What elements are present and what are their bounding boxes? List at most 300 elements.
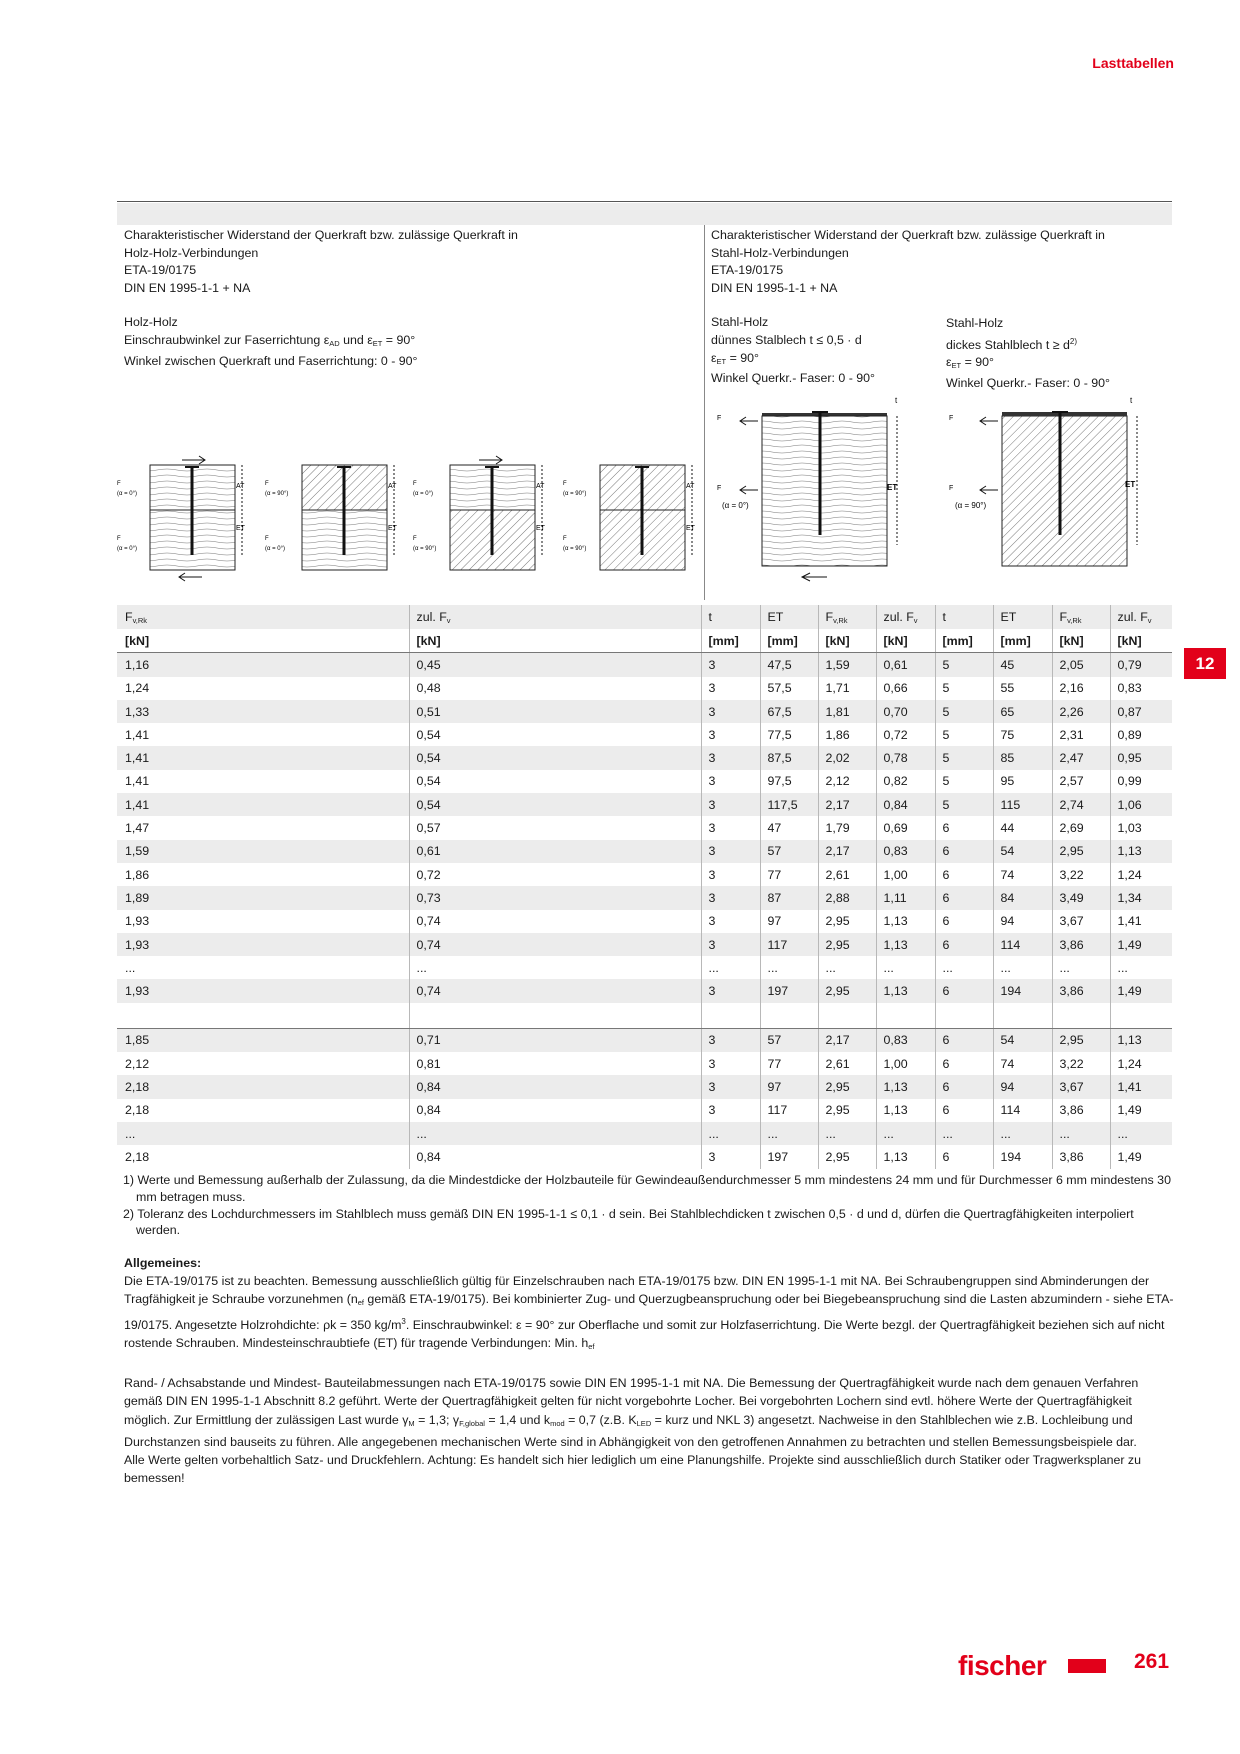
- table-cell: 3: [701, 979, 760, 1002]
- table-cell: ...: [760, 956, 818, 979]
- svg-text:F: F: [563, 481, 567, 487]
- table-row: [117, 956, 1172, 979]
- table-cell: 1,34: [1110, 886, 1172, 909]
- table-cell: 2,18: [125, 1149, 150, 1164]
- table-cell: 1,59: [818, 653, 876, 677]
- table-row: [117, 605, 1172, 629]
- table-cell: 0,79: [1110, 653, 1172, 677]
- svg-text:(α = 90°): (α = 90°): [955, 501, 987, 510]
- table-cell: 2,61: [818, 863, 876, 886]
- footnote-2: 2) Toleranz des Lochdurchmessers im Stahlblech muss gemäß DIN EN 1995-1-1 ≤ 0,1 · d sein. Bei Stahlblechdicken t zwischen 0,5 · d und d, dürfen die Quertragfähigkeiten interpoliert werden.: [123, 1206, 1134, 1238]
- table-cell: 3: [701, 653, 760, 677]
- table-cell: 0,89: [1110, 723, 1172, 746]
- table-cell: ...: [125, 960, 136, 975]
- table-cell: 1,86: [125, 867, 150, 882]
- table-cell: 1,13: [876, 910, 935, 933]
- column-header: zul. $F_v$: [1110, 605, 1172, 629]
- table-cell: 74: [993, 1052, 1052, 1075]
- table-row: [117, 677, 1172, 700]
- svg-text:t: t: [1130, 396, 1133, 405]
- table-cell: 3,86: [1052, 1099, 1110, 1122]
- table-cell: 5: [935, 723, 993, 746]
- table-cell: 3: [701, 816, 760, 839]
- table-cell: 3,22: [1052, 863, 1110, 886]
- table-cell: 1,24: [125, 681, 150, 696]
- table-cell: 0,72: [876, 723, 935, 746]
- table-cell: 45: [993, 653, 1052, 677]
- table-cell: 77,5: [760, 723, 818, 746]
- table-cell: 1,13: [876, 933, 935, 956]
- table-cell: 6: [935, 979, 993, 1002]
- thick-title: Stahl-Holz: [946, 316, 1004, 330]
- diagram-1: [117, 456, 246, 581]
- table-cell: ...: [409, 1122, 701, 1145]
- table-cell: 0,83: [876, 840, 935, 863]
- table-cell: 1,85: [117, 1028, 409, 1052]
- table-row: [117, 816, 1172, 839]
- table-cell: 2,61: [818, 1052, 876, 1075]
- right-header-line: DIN EN 1995-1-1 + NA: [711, 280, 838, 295]
- table-cell: 57: [760, 840, 818, 863]
- table-cell: 0,54: [409, 793, 701, 816]
- table-cell: 3: [701, 1075, 760, 1098]
- thin-eps: $\varepsilon_{ET} = 90^\circ$: [711, 350, 759, 366]
- table-cell: 3: [701, 863, 760, 886]
- svg-text:F: F: [117, 481, 121, 487]
- page-number: 261: [1134, 1650, 1170, 1673]
- table-cell: 1,41: [117, 746, 409, 769]
- left-header-line: Holz-Holz-Verbindungen: [124, 245, 259, 260]
- unit-header: [mm]: [935, 629, 993, 653]
- table-cell: 2,05: [1052, 653, 1110, 677]
- table-cell: 3: [701, 1028, 760, 1052]
- right-header-line: Stahl-Holz-Verbindungen: [711, 245, 849, 260]
- table-cell: 5: [935, 746, 993, 769]
- svg-text:ET: ET: [236, 525, 245, 532]
- thick-plate: dickes Stahlblech $t \ge d^{2)}$: [946, 336, 1078, 352]
- left-header-line: ETA-19/0175: [124, 263, 197, 278]
- table-cell: 6: [935, 1099, 993, 1122]
- table-row: [117, 933, 1172, 956]
- table-cell: ...: [818, 1122, 876, 1145]
- table-row: [117, 1075, 1172, 1098]
- stahl-holz-diagrams: [712, 395, 1152, 585]
- table-cell: 114: [993, 1099, 1052, 1122]
- thick-header: [946, 315, 1110, 393]
- general-notes: [124, 1254, 1176, 1487]
- table-cell: 0,69: [876, 816, 935, 839]
- table-cell: ...: [1110, 956, 1172, 979]
- table-cell: 75: [993, 723, 1052, 746]
- svg-text:F: F: [117, 536, 121, 542]
- table-row: [117, 863, 1172, 886]
- table-cell: 47: [760, 816, 818, 839]
- table-row: [117, 840, 1172, 863]
- table-cell: 3: [701, 770, 760, 793]
- unit-header: [kN]: [818, 629, 876, 653]
- svg-text:(α = 90°): (α = 90°): [413, 546, 437, 552]
- table-cell: 2,57: [1052, 770, 1110, 793]
- unit-header: [kN]: [117, 629, 409, 653]
- thin-title: Stahl-Holz: [711, 315, 769, 330]
- general-heading: Allgemeines:: [124, 1256, 202, 1270]
- table-cell: 0,61: [876, 653, 935, 677]
- table-cell: 0,84: [409, 1099, 701, 1122]
- table-cell: ...: [993, 956, 1052, 979]
- table-cell: 2,31: [1052, 723, 1110, 746]
- table-cell: 0,84: [876, 793, 935, 816]
- table-cell: 1,00: [876, 1052, 935, 1075]
- diagram-thick-plate: [949, 396, 1137, 566]
- table-cell: 1,49: [1110, 933, 1172, 956]
- table-cell: 2,18: [125, 1103, 150, 1118]
- thin-angle: Winkel Querkr.- Faser: 0 - 90°: [711, 371, 876, 386]
- left-angle-2: Winkel zwischen Querkraft und Faserrichtung: 0 - 90°: [124, 353, 418, 368]
- svg-text:F: F: [717, 415, 722, 422]
- svg-text:AT: AT: [686, 483, 695, 490]
- table-cell: 6: [935, 863, 993, 886]
- spacer-cell: [876, 1003, 935, 1029]
- thick-angle: Winkel Querkr.- Faser: 0 - 90°: [946, 375, 1111, 390]
- table-cell: 2,95: [818, 933, 876, 956]
- column-header: t: [935, 605, 993, 629]
- table-cell: 117,5: [760, 793, 818, 816]
- table-cell: 5: [935, 793, 993, 816]
- column-header: zul. $F_v$: [409, 605, 701, 629]
- table-cell: 97,5: [760, 770, 818, 793]
- header-divider: [704, 225, 705, 600]
- svg-text:F: F: [413, 481, 417, 487]
- spacer-cell: [818, 1003, 876, 1029]
- general-paragraph-1: Die ETA-19/0175 ist zu beachten. Bemessung ausschließlich gültig für Einzelschrauben nach ETA-19/0175 bzw. DIN EN 1995-1-1 mit NA. Bei Schraubengruppen sind Abminderungen der Tragfähigkeit je Schraube vorzunehmen ($n_{ef}$ gemäß ETA-19/0175). Bei kombinierter Zug- und Querzugbeanspruchung oder bei Biegebeanspruchung sind die Lasten abzumindern - siehe ETA-19/0175. Angesetzte Holzrohdichte: ρk = 350 $kg/m^3$. Einschraubwinkel: ε = 90° zur Oberflache und somit zur Holzfaserrichtung. Die Werte bezgl. der Quertragfähigkeit beziehen sich auf nicht rostende Schrauben. Mindesteinschraubtiefe (ET) für tragende Verbindungen: Min. $h_{ef}$: [124, 1274, 1174, 1351]
- table-cell: ...: [701, 956, 760, 979]
- table-cell: 1,00: [876, 863, 935, 886]
- table-cell: 77: [760, 863, 818, 886]
- table-cell: 3: [701, 700, 760, 723]
- table-cell: 0,51: [409, 700, 701, 723]
- table-cell: 85: [993, 746, 1052, 769]
- table-cell: 54: [993, 1028, 1052, 1052]
- table-row: [117, 910, 1172, 933]
- table-cell: 2,47: [1052, 746, 1110, 769]
- diagram-4: [563, 465, 696, 570]
- table-cell: 1,41: [117, 793, 409, 816]
- left-header-line: Charakteristischer Widerstand der Querkraft bzw. zulässige Querkraft in: [124, 228, 518, 242]
- diagram-3: [413, 456, 546, 570]
- table-cell: 2,17: [818, 1028, 876, 1052]
- table-cell: 97: [760, 1075, 818, 1098]
- table-cell: 1,41: [125, 774, 150, 789]
- holz-holz-diagrams: [117, 455, 697, 585]
- table-cell: 6: [935, 816, 993, 839]
- svg-text:(α = 90°): (α = 90°): [563, 546, 587, 552]
- svg-text:F: F: [265, 536, 269, 542]
- table-cell: 65: [993, 700, 1052, 723]
- table-cell: 1,49: [1110, 1145, 1172, 1168]
- column-header: $F_{v,Rk}$: [818, 605, 876, 629]
- table-cell: 1,79: [818, 816, 876, 839]
- table-cell: 1,86: [818, 723, 876, 746]
- table-cell: ...: [117, 1122, 409, 1145]
- table-cell: 3,49: [1052, 886, 1110, 909]
- table-cell: ...: [1052, 1122, 1110, 1145]
- table-row: [117, 1145, 1172, 1168]
- table-cell: 1,13: [1110, 840, 1172, 863]
- table-cell: 0,73: [409, 886, 701, 909]
- table-cell: 0,70: [876, 700, 935, 723]
- table-cell: 94: [993, 910, 1052, 933]
- spacer-cell: [701, 1003, 760, 1029]
- table-cell: 2,95: [818, 1075, 876, 1098]
- table-cell: 117: [760, 1099, 818, 1122]
- table-cell: 44: [993, 816, 1052, 839]
- svg-text:ET: ET: [536, 525, 545, 532]
- table-cell: 0,83: [1110, 677, 1172, 700]
- table-row: [117, 770, 1172, 793]
- top-rule: [117, 201, 1172, 202]
- table-cell: 0,95: [1110, 746, 1172, 769]
- table-cell: 2,12: [125, 1056, 150, 1071]
- svg-text:(α = 0°): (α = 0°): [117, 546, 138, 552]
- table-cell: 1,24: [1110, 1052, 1172, 1075]
- table-cell: 0,57: [409, 816, 701, 839]
- table-cell: 2,95: [818, 1099, 876, 1122]
- table-cell: 1,93: [117, 979, 409, 1002]
- svg-text:ET: ET: [887, 483, 898, 492]
- table-cell: 5: [935, 677, 993, 700]
- spacer-cell: [1110, 1003, 1172, 1029]
- table-row: [117, 886, 1172, 909]
- table-cell: 2,12: [818, 770, 876, 793]
- table-cell: ...: [876, 1122, 935, 1145]
- table-cell: 2,26: [1052, 700, 1110, 723]
- table-cell: 6: [935, 1052, 993, 1075]
- left-angle-1: Einschraubwinkel zur Faserrichtung $\varepsilon_{AD}$ und $\varepsilon_{ET} = 90^\circ$: [124, 332, 416, 348]
- spacer-cell: [409, 1003, 701, 1029]
- table-cell: 97: [760, 910, 818, 933]
- svg-text:(α = 0°): (α = 0°): [722, 501, 749, 510]
- table-cell: 1,03: [1110, 816, 1172, 839]
- load-table: [117, 605, 1172, 1169]
- diagram-2: [265, 465, 398, 570]
- table-cell: 6: [935, 1028, 993, 1052]
- table-cell: 0,82: [876, 770, 935, 793]
- table-cell: 3: [701, 933, 760, 956]
- table-row: [117, 1099, 1172, 1122]
- table-cell: 1,93: [125, 914, 150, 929]
- table-row: [117, 723, 1172, 746]
- svg-text:F: F: [413, 536, 417, 542]
- table-cell: ...: [409, 956, 701, 979]
- table-cell: 2,74: [1052, 793, 1110, 816]
- table-cell: 197: [760, 1145, 818, 1168]
- table-row: [117, 1052, 1172, 1075]
- svg-text:AT: AT: [388, 483, 397, 490]
- table-cell: 0,74: [409, 910, 701, 933]
- table-cell: 197: [760, 979, 818, 1002]
- table-cell: 1,06: [1110, 793, 1172, 816]
- table-cell: 5: [935, 700, 993, 723]
- table-cell: 0,87: [1110, 700, 1172, 723]
- table-cell: 1,41: [125, 727, 150, 742]
- svg-text:(α = 0°): (α = 0°): [265, 546, 286, 552]
- thick-eps: $\varepsilon_{ET} = 90^\circ$: [946, 355, 994, 371]
- table-cell: 3,86: [1052, 1145, 1110, 1168]
- table-cell: 2,95: [1052, 1028, 1110, 1052]
- table-cell: 1,24: [1110, 863, 1172, 886]
- table-cell: 1,89: [117, 886, 409, 909]
- table-cell: 3,67: [1052, 1075, 1110, 1098]
- table-cell: 6: [935, 840, 993, 863]
- svg-text:(α = 90°): (α = 90°): [563, 491, 587, 497]
- table-cell: 0,84: [409, 1075, 701, 1098]
- svg-text:F: F: [949, 485, 954, 492]
- table-cell: 57: [760, 1028, 818, 1052]
- table-cell: 3: [701, 793, 760, 816]
- table-cell: 0,72: [409, 863, 701, 886]
- unit-header: [mm]: [993, 629, 1052, 653]
- right-header-line: ETA-19/0175: [711, 263, 784, 278]
- table-cell: 2,95: [1052, 840, 1110, 863]
- table-cell: 114: [993, 933, 1052, 956]
- table-cell: 84: [993, 886, 1052, 909]
- table-cell: 6: [935, 910, 993, 933]
- table-cell: 3: [701, 840, 760, 863]
- table-cell: 3: [701, 746, 760, 769]
- column-header: t: [701, 605, 760, 629]
- table-cell: 87,5: [760, 746, 818, 769]
- table-cell: 0,99: [1110, 770, 1172, 793]
- table-cell: ...: [760, 1122, 818, 1145]
- unit-header: [kN]: [876, 629, 935, 653]
- spacer-cell: [993, 1003, 1052, 1029]
- general-paragraph-2: Rand- / Achsabstande und Mindest- Bauteilabmessungen nach ETA-19/0175 sowie DIN EN 1995-1-1 mit NA. Die Bemessung der Quertragfähigkeit wurde nach dem genauen Verfahren gemäß DIN EN 1995-1-1 Abschnitt 8.2 geführt. Werte der Quertragfähigkeit gelten für nicht vorgebohrte Locher. Bei vorgebohrten Lochern sind evtl. höhere Werte der Quertragfähigkeit möglich. Zur Ermittlung der zulässigen Last wurde $\gamma_M = 1,3$; $\gamma_{F,global} = 1,4$ und $k_{mod} = 0,7$ (z.B. $K_{LED}$ = kurz und NKL 3) angesetzt. Nachweise in den Stahlblechen wie z.B. Lochleibung und Durchstanzen sind bauseits zu führen. Alle angegebenen mechanischen Werte sind in Abhängigkeit von den getroffenen Annahmen zu betrachten und stellen Bemessungsbeispiele dar.: [124, 1376, 1139, 1449]
- chapter-tab[interactable]: 12: [1184, 648, 1226, 679]
- svg-text:(α = 0°): (α = 0°): [117, 491, 138, 497]
- left-subtitle: Holz-Holz: [124, 315, 178, 330]
- table-cell: 1,59: [117, 840, 409, 863]
- svg-text:(α = 0°): (α = 0°): [413, 491, 434, 497]
- table-cell: 3,86: [1052, 979, 1110, 1002]
- table-row: [117, 979, 1172, 1002]
- table-cell: 1,13: [1110, 1028, 1172, 1052]
- spacer-cell: [935, 1003, 993, 1029]
- table-cell: 3,86: [1052, 933, 1110, 956]
- table-cell: 0,78: [876, 746, 935, 769]
- table-cell: 3,67: [1052, 910, 1110, 933]
- table-cell: 2,88: [818, 886, 876, 909]
- table-cell: 2,17: [818, 840, 876, 863]
- left-header: [124, 227, 518, 370]
- table-cell: 3: [701, 723, 760, 746]
- table-cell: 6: [935, 933, 993, 956]
- table-cell: 2,02: [818, 746, 876, 769]
- unit-header: [mm]: [701, 629, 760, 653]
- unit-header: [kN]: [409, 629, 701, 653]
- table-cell: 6: [935, 1145, 993, 1168]
- table-cell: 3: [701, 910, 760, 933]
- general-paragraph-3: Alle Werte gelten vorbehaltlich Satz- und Druckfehlern. Achtung: Es handelt sich hier lediglich um eine Planungshilfe. Projekte sind ausschließlich durch Statiker oder Tragwerksplaner zu bemessen!: [124, 1452, 1142, 1486]
- table-cell: 194: [993, 979, 1052, 1002]
- table-cell: ...: [818, 956, 876, 979]
- table-cell: 47,5: [760, 653, 818, 677]
- svg-text:ET: ET: [388, 525, 397, 532]
- table-cell: 1,93: [117, 933, 409, 956]
- table-cell: 0,71: [409, 1028, 701, 1052]
- table-cell: 3: [701, 1099, 760, 1122]
- table-cell: 2,16: [1052, 677, 1110, 700]
- top-band: [117, 203, 1172, 225]
- table-cell: 0,54: [409, 723, 701, 746]
- table-cell: 94: [993, 1075, 1052, 1098]
- table-cell: ...: [993, 1122, 1052, 1145]
- table-cell: 3: [701, 886, 760, 909]
- table-cell: 0,83: [876, 1028, 935, 1052]
- table-cell: 0,84: [409, 1145, 701, 1168]
- table-row: [117, 793, 1172, 816]
- table-cell: 55: [993, 677, 1052, 700]
- table-row: [117, 653, 1172, 677]
- column-header: ET: [760, 605, 818, 629]
- table-cell: 3: [701, 1145, 760, 1168]
- table-cell: 0,45: [409, 653, 701, 677]
- diagram-thin-plate: [717, 396, 898, 581]
- table-cell: 6: [935, 1075, 993, 1098]
- table-row: [117, 746, 1172, 769]
- table-cell: 1,13: [876, 1075, 935, 1098]
- table-cell: 1,49: [1110, 1099, 1172, 1122]
- table-cell: 67,5: [760, 700, 818, 723]
- table-cell: ...: [1052, 956, 1110, 979]
- right-header-line: Charakteristischer Widerstand der Querkraft bzw. zulässige Querkraft in: [711, 228, 1105, 242]
- table-cell: 0,54: [409, 746, 701, 769]
- table-cell: 1,41: [1110, 910, 1172, 933]
- table-cell: ...: [1110, 1122, 1172, 1145]
- table-cell: 3: [701, 677, 760, 700]
- table-cell: 3,22: [1052, 1052, 1110, 1075]
- table-row: [117, 1003, 1172, 1029]
- brand-logo-mark: [1068, 1659, 1106, 1673]
- table-cell: 2,17: [818, 793, 876, 816]
- svg-text:F: F: [949, 415, 954, 422]
- unit-header: [kN]: [1052, 629, 1110, 653]
- table-cell: 95: [993, 770, 1052, 793]
- table-cell: 1,81: [818, 700, 876, 723]
- table-cell: 1,41: [1110, 1075, 1172, 1098]
- svg-text:F: F: [717, 485, 722, 492]
- left-header-line: DIN EN 1995-1-1 + NA: [124, 280, 251, 295]
- table-row: [117, 700, 1172, 723]
- svg-text:ET: ET: [686, 525, 695, 532]
- table-cell: 2,95: [818, 910, 876, 933]
- table-cell: ...: [876, 956, 935, 979]
- table-cell: 2,18: [117, 1075, 409, 1098]
- table-cell: 0,81: [409, 1052, 701, 1075]
- table-cell: 5: [935, 653, 993, 677]
- spacer-cell: [1052, 1003, 1110, 1029]
- section-title: Lasttabellen: [1092, 55, 1174, 71]
- table-cell: 54: [993, 840, 1052, 863]
- table-cell: 0,54: [409, 770, 701, 793]
- svg-text:t: t: [895, 396, 898, 405]
- table-cell: 1,49: [1110, 979, 1172, 1002]
- table-cell: 0,61: [409, 840, 701, 863]
- table-cell: 1,71: [818, 677, 876, 700]
- thin-plate: dünnes Stalblech t ≤ 0,5 · d: [711, 332, 862, 347]
- table-cell: ...: [935, 956, 993, 979]
- table-cell: 2,95: [818, 1145, 876, 1168]
- table-cell: 77: [760, 1052, 818, 1075]
